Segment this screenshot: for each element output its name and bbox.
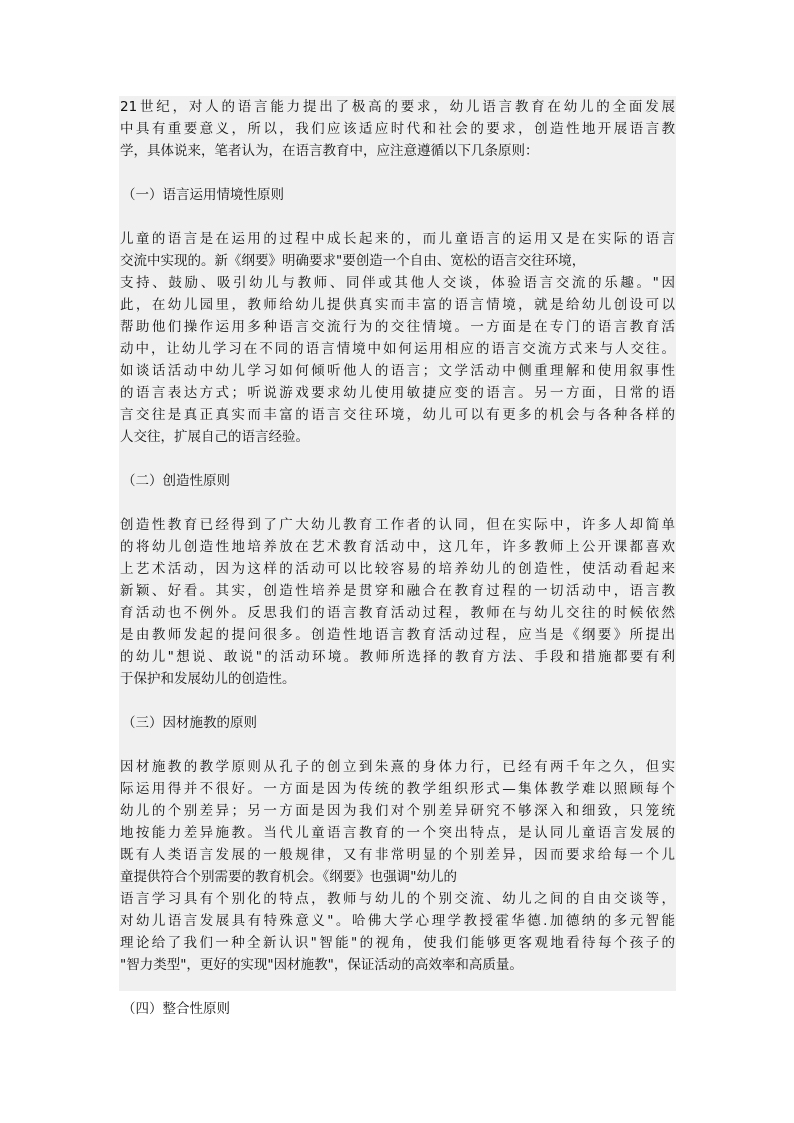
section-paragraph [120, 514, 675, 690]
section-heading: （三）因材施教的原则 [122, 715, 257, 731]
paragraph-line: 育活动也不例外。反思我们的语言教育活动过程，教师在与幼儿交往的时候依然 [120, 605, 675, 621]
paragraph-line: 创造性教育已经得到了广大幼儿教育工作者的认同，但在实际中，许多人却简单 [120, 517, 675, 533]
section-heading: （二）创造性原则 [122, 473, 230, 489]
paragraph-line: 语言学习具有个别化的特点，教师与幼儿的个别交流、幼儿之间的自由交谈等， [120, 891, 675, 907]
paragraph-line: 上艺术活动，因为这样的活动可以比较容易的培养幼儿的创造性，使活动看起来 [120, 561, 675, 577]
paragraph-line: 人交往，扩展自己的语言经验。 [120, 429, 309, 445]
section-heading: （一）语言运用情境性原则 [122, 187, 284, 203]
paragraph-line: 童提供符合个别需要的教育机会。《纲要》也强调"幼儿的 [120, 869, 457, 885]
paragraph-line: 言交往是真正真实而丰富的语言交往环境，幼儿可以有更多的机会与各种各样的 [120, 407, 675, 423]
paragraph-line: 是由教师发起的提问很多。创造性地语言教育活动过程，应当是《纲要》所提出 [120, 627, 675, 643]
section-heading: （四）整合性原则 [122, 1001, 230, 1017]
paragraph-line: 帮助他们操作运用多种语言交流行为的交往情境。一方面是在专门的语言教育活 [120, 319, 675, 335]
paragraph-gap [120, 492, 675, 514]
paragraph-line: 既有人类语言发展的一般规律，又有非常明显的个别差异，因而要求给每一个儿 [120, 847, 675, 863]
paragraph-line: 的语言表达方式；听说游戏要求幼儿使用敏捷应变的语言。另一方面，日常的语 [120, 385, 675, 401]
paragraph-line: 中具有重要意义，所以，我们应该适应时代和社会的要求，创造性地开展语言教 [120, 121, 675, 137]
paragraph-gap [120, 690, 675, 712]
paragraph-line: 新颖、好看。其实，创造性培养是贯穿和融合在教育过程的一切活动中，语言教 [120, 583, 675, 599]
paragraph-gap [120, 734, 675, 756]
section-paragraph [120, 228, 675, 448]
paragraph-line: 此，在幼儿园里，教师给幼儿提供真实而丰富的语言情境，就是给幼儿创设可以 [120, 297, 675, 313]
document-page [119, 96, 676, 1017]
paragraph-line: 动中，让幼儿学习在不同的语言情境中如何运用相应的语言交流方式来与人交往。 [120, 341, 675, 357]
paragraph-line: 支持、鼓励、吸引幼儿与教师、同伴或其他人交谈，体验语言交流的乐趣。"因 [120, 275, 675, 291]
paragraph-line: 幼儿的个别差异；另一方面是因为我们对个别差异研究不够深入和细致，只笼统 [120, 803, 675, 819]
paragraph-gap [120, 206, 675, 228]
paragraph-line: 如谈话活动中幼儿学习如何倾听他人的语言；文学活动中侧重理解和使用叙事性 [120, 363, 675, 379]
paragraph-line: 交流中实现的。新《纲要》明确要求"要创造一个自由、宽松的语言交往环境， [120, 253, 586, 269]
paragraph-line: 理论给了我们一种全新认识"智能"的视角，使我们能够更客观地看待每个孩子的 [120, 935, 675, 951]
paragraph-line: 对幼儿语言发展具有特殊意义"。哈佛大学心理学教授霍华德.加德纳的多元智能 [120, 913, 675, 929]
paragraph-line: 于保护和发展幼儿的创造性。 [120, 671, 296, 687]
paragraph-line: 因材施教的教学原则从孔子的创立到朱熹的身体力行，已经有两千年之久，但实 [120, 759, 675, 775]
paragraph-line: 地按能力差异施教。当代儿童语言教育的一个突出特点，是认同儿童语言发展的 [120, 825, 675, 841]
paragraph-line: 际运用得并不很好。一方面是因为传统的教学组织形式—集体教学难以照顾每个 [120, 781, 675, 797]
intro-paragraph [120, 96, 675, 162]
paragraph-gap [120, 976, 675, 998]
paragraph-line: 的幼儿"想说、敢说"的活动环境。教师所选择的教育方法、手段和措施都要有利 [120, 649, 675, 665]
paragraph-gap [120, 162, 675, 184]
paragraph-gap [120, 448, 675, 470]
paragraph-line: "智力类型"，更好的实现"因材施教"，保证活动的高效率和高质量。 [120, 957, 523, 973]
paragraph-line: 的将幼儿创造性地培养放在艺术教育活动中，这几年，许多教师上公开课都喜欢 [120, 539, 675, 555]
section-paragraph [120, 756, 675, 976]
paragraph-line: 学，具体说来，笔者认为，在语言教育中，应注意遵循以下几条原则： [120, 143, 539, 159]
paragraph-line: 21世纪，对人的语言能力提出了极高的要求，幼儿语言教育在幼儿的全面发展 [120, 99, 675, 115]
paragraph-line: 儿童的语言是在运用的过程中成长起来的，而儿童语言的运用又是在实际的语言 [120, 231, 675, 247]
